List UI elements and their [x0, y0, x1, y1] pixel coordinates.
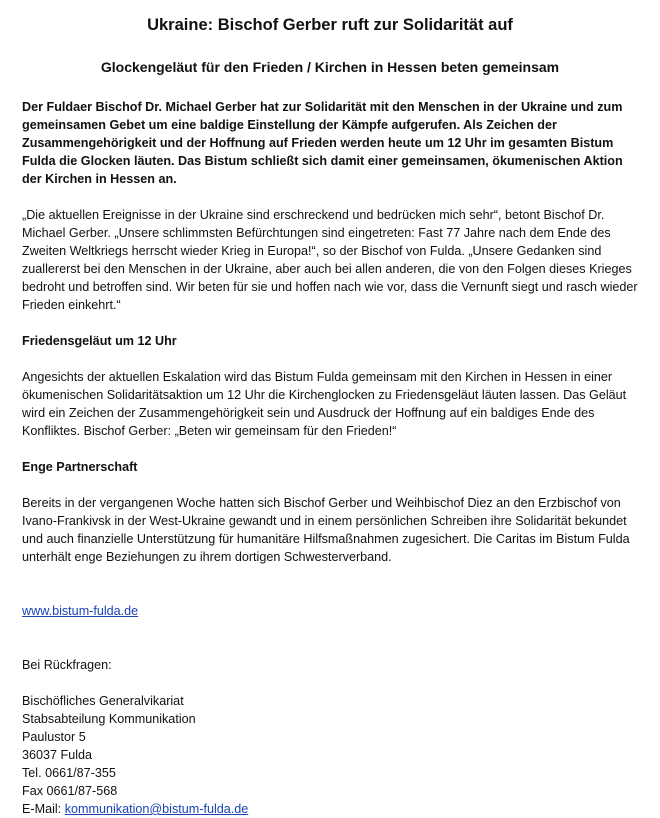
section-paragraph-friedensgelaeut: Angesichts der aktuellen Eskalation wird das Bistum Fulda gemeinsam mit den Kirchen in Hessen in einer ökumenischen Solidaritätsaktion um 12 Uhr die Kirchenglocken zu Friedensgeläut läuten lassen. Das Geläut wird ein Zeichen der Zusammengehörigkeit sein und Ausdruck der Hoffnung auf ein baldiges Ende des Konfliktes. Bischof Gerber: „Beten wir gemeinsam für den Frieden!“ — [22, 370, 627, 438]
contact-department: Stabsabteilung Kommunikation — [22, 712, 196, 726]
quote-paragraph: „Die aktuellen Ereignisse in der Ukraine sind erschreckend und bedrücken mich sehr“, betont Bischof Dr. Michael Gerber. „Unsere schlimmsten Befürchtungen sind eingetreten: Fast 77 Jahre nach dem Ende des Zweiten Weltkriegs herrscht wieder Krieg in Europa!“, so der Bischof von Fulda. „Unsere Gedanken sind zuallererst bei den Menschen in der Ukraine, aber auch bei allen anderen, die von den Folgen dieses Krieges bedroht und betroffen sind. Wir beten für sie und hoffen nach wie vor, dass die Vernunft siegt und rasch wieder Frieden einkehrt.“ — [22, 208, 638, 312]
contact-email-line — [22, 800, 642, 818]
contact-address-block — [22, 692, 642, 818]
document-subtitle: Glockengeläut für den Frieden / Kirchen in Hessen beten gemeinsam — [100, 59, 560, 75]
contact-intro: Bei Rückfragen: — [22, 658, 112, 672]
contact-phone: Tel. 0661/87-355 — [22, 766, 116, 780]
contact-fax: Fax 0661/87-568 — [22, 784, 118, 798]
contact-city: 36037 Fulda — [22, 748, 93, 762]
document-body — [22, 98, 642, 818]
contact-street: Paulustor 5 — [22, 730, 86, 744]
website-link[interactable]: www.bistum-fulda.de — [22, 604, 139, 618]
document-title: Ukraine: Bischof Gerber ruft zur Solidarität auf — [147, 16, 513, 34]
lead-paragraph: Der Fuldaer Bischof Dr. Michael Gerber hat zur Solidarität mit den Menschen in der Ukraine und zum gemeinsamen Gebet um eine baldige Einstellung der Kämpfe aufgerufen. Als Zeichen der Zusammengehörigkeit und der Hoffnung auf Frieden werden heute um 12 Uhr im gesamten Bistum Fulda die Glocken läuten. Das Bistum schließt sich damit einer gemeinsamen, ökumenischen Aktion der Kirchen in Hessen an. — [22, 100, 623, 186]
section-heading-friedensgelaeut: Friedensgeläut um 12 Uhr — [22, 334, 177, 348]
contact-organization: Bischöfliches Generalvikariat — [22, 694, 184, 708]
email-link[interactable]: kommunikation@bistum-fulda.de — [64, 802, 249, 816]
section-heading-partnerschaft: Enge Partnerschaft — [22, 460, 138, 474]
section-paragraph-partnerschaft: Bereits in der vergangenen Woche hatten sich Bischof Gerber und Weihbischof Diez an den Erzbischof von Ivano-Frankivsk in der West-Ukraine gewandt und in einem persönlichen Schreiben ihre Solidarität bekundet und auch finanzielle Unterstützung für humanitäre Hilfsmaßnahmen zugesichert. Die Caritas im Bistum Fulda unterhält enge Beziehungen zu ihrem dortigen Schwesterverband. — [22, 496, 630, 564]
email-label: E-Mail: — [22, 802, 65, 816]
